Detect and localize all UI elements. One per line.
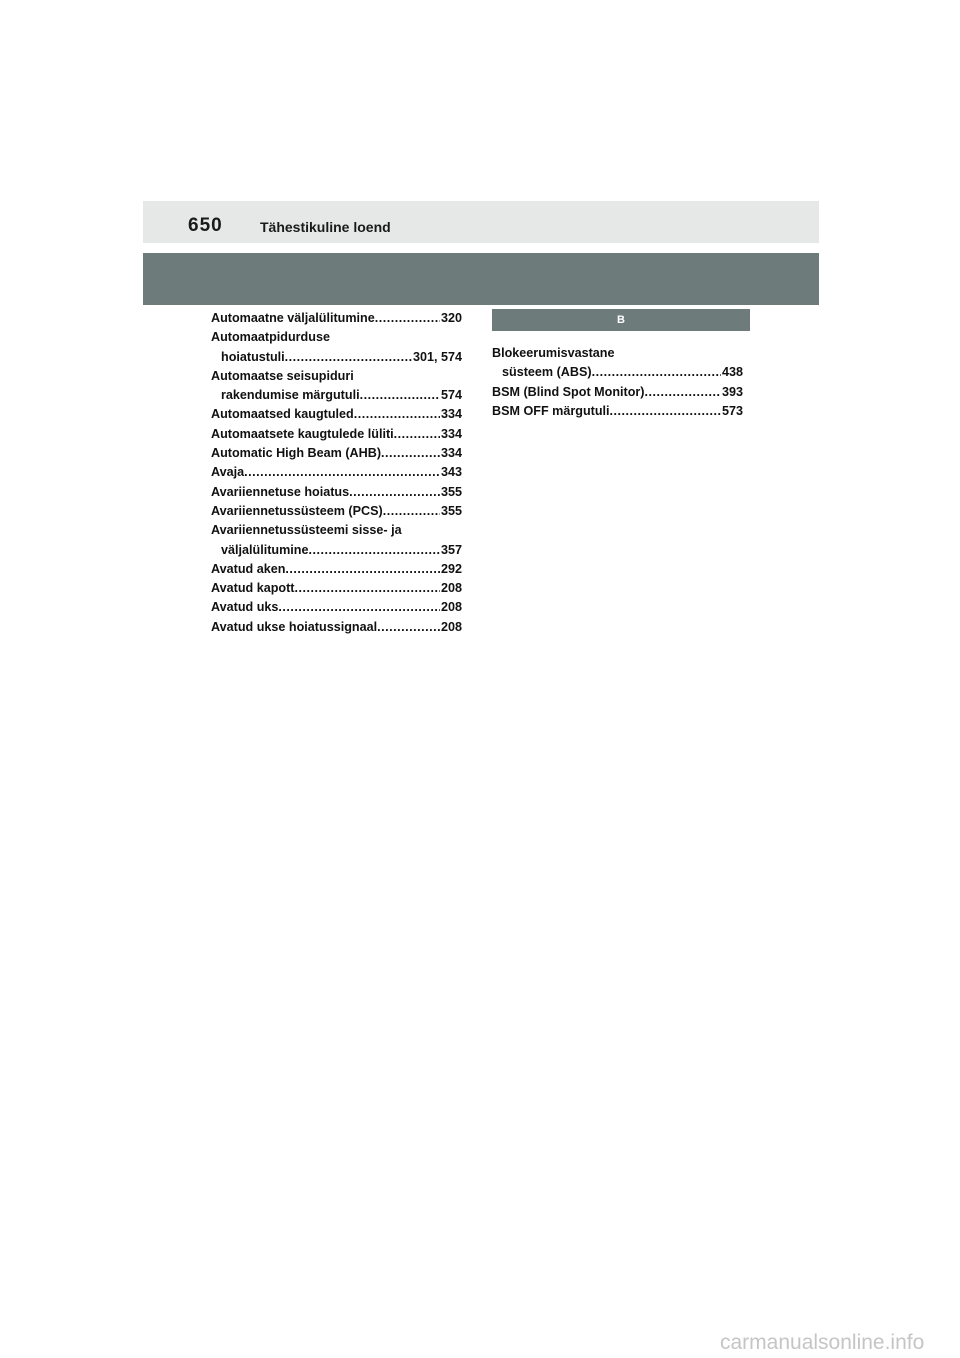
entry-term: Avatud aken	[211, 561, 286, 576]
entry-term: rakendumise märgutuli	[221, 388, 360, 403]
page-reference: 357	[440, 542, 462, 557]
entry-term: Avaja	[211, 465, 245, 480]
entry-term: Avariiennetuse hoiatus	[211, 484, 350, 499]
page-reference: 573	[721, 403, 743, 418]
entry-term: Automaatpidurduse	[211, 330, 330, 345]
entry-term: Avariiennetussüsteem (PCS)	[211, 503, 383, 518]
page-reference: 355	[440, 503, 462, 518]
page-reference: 208	[440, 600, 462, 615]
entry-term: hoiatustuli	[221, 349, 285, 364]
index-entry	[211, 483, 462, 502]
index-entry	[211, 560, 462, 579]
dot-leader	[645, 383, 721, 402]
entry-term: väljalülitumine	[221, 542, 309, 557]
index-entry	[211, 521, 462, 560]
dot-leader	[377, 618, 440, 637]
index-entry-line	[211, 541, 462, 560]
page-reference: 292	[440, 561, 462, 576]
index-entry-line	[211, 560, 462, 579]
index-entry-line	[492, 363, 743, 382]
dot-leader	[278, 598, 440, 617]
dot-leader	[375, 309, 440, 328]
dot-leader	[394, 425, 440, 444]
index-entry-line	[211, 598, 462, 617]
index-entry	[211, 309, 462, 328]
index-entry	[211, 502, 462, 521]
entry-term: Automaatsete kaugtulede lüliti	[211, 426, 394, 441]
entry-term: BSM (Blind Spot Monitor)	[492, 384, 645, 399]
dot-leader	[285, 348, 412, 367]
index-entry-line	[492, 402, 743, 421]
index-entry-line	[211, 348, 462, 367]
page-reference: 574	[440, 388, 462, 403]
index-entry-line	[211, 618, 462, 637]
section-band	[143, 253, 819, 305]
entry-term: Automaatse seisupiduri	[211, 368, 354, 383]
index-entry	[211, 444, 462, 463]
page-reference: 320	[440, 311, 462, 325]
index-column-left	[211, 309, 462, 637]
dot-leader	[592, 363, 721, 382]
dot-leader	[308, 541, 440, 560]
index-entry-line	[492, 344, 743, 363]
index-entry	[492, 344, 743, 383]
entry-term: Blokeerumisvastane	[492, 346, 615, 360]
dot-leader	[381, 444, 440, 463]
page-reference: 208	[440, 619, 462, 634]
page-reference: 438	[721, 365, 743, 380]
index-entry-line	[211, 405, 462, 424]
index-entry-line	[211, 463, 462, 482]
letter-header-b: B	[492, 309, 750, 331]
page-reference: 208	[440, 581, 462, 596]
index-entry-line	[211, 309, 462, 328]
entry-term: Avatud ukse hoiatussignaal	[211, 619, 378, 634]
index-entry	[211, 463, 462, 482]
dot-leader	[295, 579, 440, 598]
index-entry	[211, 425, 462, 444]
index-entry	[211, 618, 462, 637]
entry-term: Avatud kapott	[211, 581, 295, 596]
index-entry	[211, 405, 462, 424]
entry-term: Avariiennetussüsteemi sisse- ja	[211, 523, 402, 538]
index-entry-line	[211, 425, 462, 444]
page-reference: 343	[440, 465, 462, 480]
page-number: 650	[188, 215, 223, 236]
dot-leader	[285, 560, 440, 579]
watermark-logo: carmanualsonline.info	[720, 1331, 925, 1354]
section-title: Tähestikuline loend	[260, 219, 391, 235]
index-entry-line	[211, 579, 462, 598]
page-reference: 334	[440, 407, 462, 422]
index-entry	[211, 367, 462, 406]
entry-term: Automatic High Beam (AHB)	[211, 446, 382, 461]
page-reference: 393	[721, 384, 743, 399]
entry-term: süsteem (ABS)	[502, 365, 592, 380]
index-entry-line	[211, 444, 462, 463]
page-reference: 334	[440, 446, 462, 461]
page-reference: 355	[440, 484, 462, 499]
entry-term: Automaatsed kaugtuled	[211, 407, 354, 422]
index-entry-line	[211, 483, 462, 502]
index-entry	[492, 402, 743, 421]
dot-leader	[610, 402, 721, 421]
index-column-right	[492, 309, 743, 421]
index-entry-line	[211, 328, 462, 347]
index-entry-line	[211, 502, 462, 521]
dot-leader	[244, 463, 440, 482]
dot-leader	[349, 483, 440, 502]
dot-leader	[354, 405, 440, 424]
index-entry-line	[211, 386, 462, 405]
index-entry	[211, 328, 462, 367]
letter-b-entries	[492, 344, 743, 421]
page-reference: 334	[440, 426, 462, 441]
index-entry-line	[211, 367, 462, 386]
entry-term: Automaatne väljalülitumine	[211, 311, 375, 325]
index-entry-line	[211, 521, 462, 540]
entry-term: Avatud uks	[211, 600, 279, 615]
dot-leader	[360, 386, 440, 405]
page-reference: 301, 574	[412, 349, 462, 364]
index-entry-line	[492, 383, 743, 402]
index-entry	[492, 383, 743, 402]
index-entry	[211, 598, 462, 617]
header-bar	[143, 201, 819, 243]
dot-leader	[383, 502, 440, 521]
index-entry	[211, 579, 462, 598]
entry-term: BSM OFF märgutuli	[492, 403, 610, 418]
